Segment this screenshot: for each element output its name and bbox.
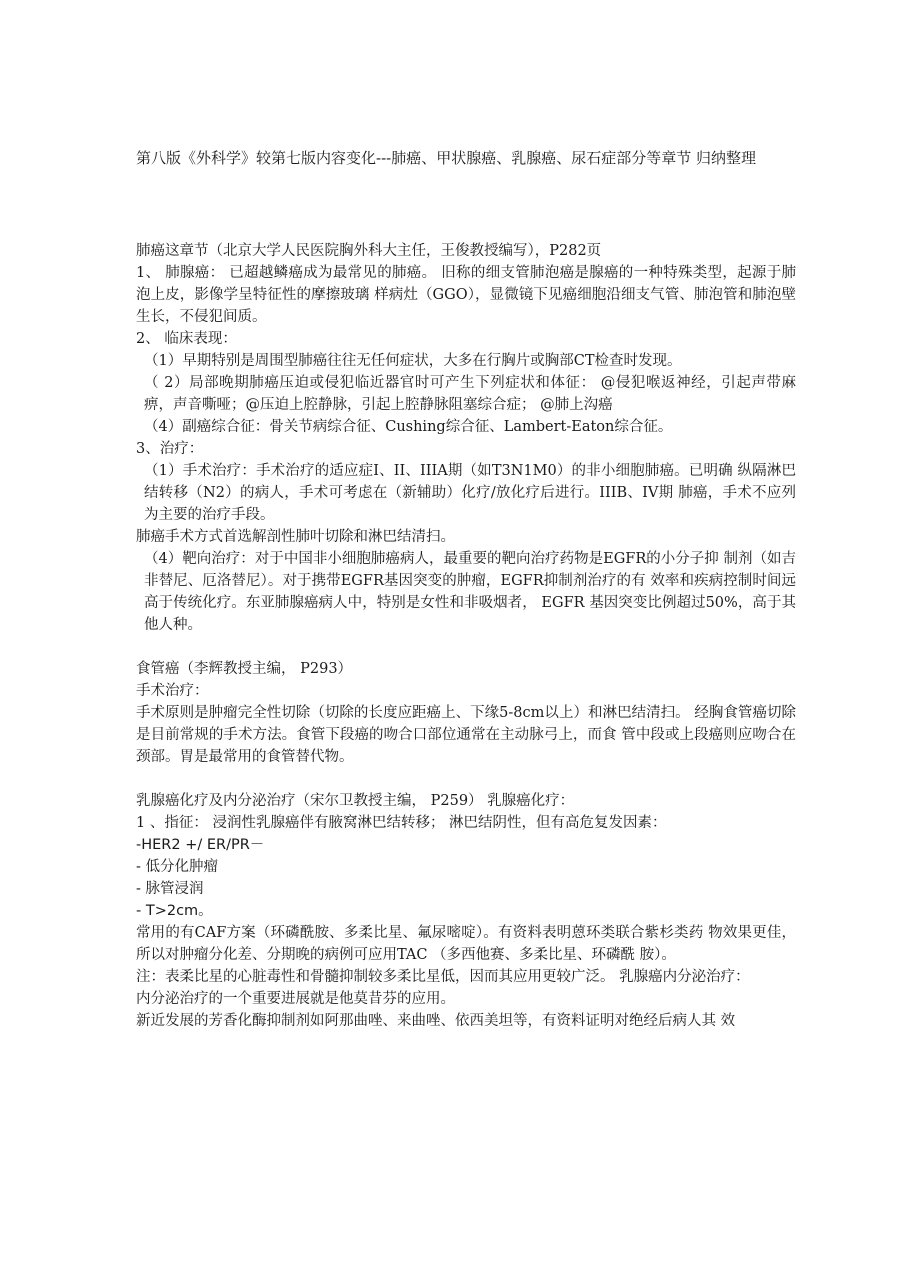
lung-cancer-heading: 肺癌这章节（北京大学人民医院胸外科大主任，王俊教授编写），P282页: [136, 243, 602, 259]
surgery-paragraph: （1）手术治疗：手术治疗的适应症I、II、IIIA期（如T3N1M0）的非小细胞肺癌。已明确 纵隔淋巴结转移（N2）的病人，手术可考虑在（新辅助）化疗/放化疗后进行。IIIB、IV期 肺癌，手术不应列为主要的治疗手段。: [144, 463, 796, 523]
aromatase-paragraph: 新近发展的芳香化酶抑制剂如阿那曲唑、来曲唑、依西美坦等，有资料证明对绝经后病人其 效: [136, 1013, 736, 1029]
tamoxifen-paragraph: 内分泌治疗的一个重要进展就是他莫昔芬的应用。: [136, 991, 455, 1007]
early-symptoms-paragraph: （1）早期特别是周围型肺癌往往无任何症状，大多在行胸片或胸部CT检查时发现。: [144, 353, 682, 369]
esophageal-cancer-heading: 食管癌（李辉教授主编， P293）: [136, 661, 353, 677]
adenocarcinoma-paragraph: 1、 肺腺癌： 已超越鳞癌成为最常见的肺癌。 旧称的细支管肺泡癌是腺癌的一种特殊类型，起源于肺泡上皮，影像学呈特征性的摩擦玻璃 样病灶（GGO），显微镜下见癌细胞沿细支气管、肺泡管和肺泡壁生长，不侵犯间质。: [136, 265, 796, 325]
targeted-therapy-paragraph: （4）靶向治疗：对于中国非小细胞肺癌病人，最重要的靶向治疗药物是EGFR的小分子抑 制剂（如吉非替尼、厄洛替尼）。对于携带EGFR基因突变的肿瘤，EGFR抑制剂治疗的有 效率和疾病控制时间远高于传统化疗。东亚肺腺癌病人中，特别是女性和非吸烟者， EGFR 基因突变比例超过50%，高于其他人种。: [144, 551, 796, 633]
esophageal-surgery-heading: 手术治疗：: [136, 683, 209, 699]
breast-cancer-heading: 乳腺癌化疗及内分泌治疗（宋尔卫教授主编， P259） 乳腺癌化疗：: [136, 793, 575, 809]
document-title: 第八版《外科学》较第七版内容变化---肺癌、甲状腺癌、乳腺癌、尿石症部分等章节 归纳整理: [136, 149, 756, 167]
spacer: [136, 768, 796, 790]
vascular-invasion-item: - 脉管浸润: [136, 881, 204, 897]
esophageal-surgery-paragraph: 手术原则是肿瘤完全性切除（切除的长度应距癌上、下缘5-8cm以上）和淋巴结清扫。 经胸食管癌切除是目前常规的手术方法。食管下段癌的吻合口部位通常在主动脉弓上，而食 管中段或上段癌则应吻合在颈部。胃是最常用的食管替代物。: [136, 705, 796, 765]
clinical-manifestation-heading: 2、 临床表现：: [136, 331, 237, 347]
local-advanced-paragraph: （ 2）局部晚期肺癌压迫或侵犯临近器官时可产生下列症状和体征： @侵犯喉返神经，引起声带麻痹，声音嘶哑；@压迫上腔静脉，引起上腔静脉阻塞综合症； @肺上沟癌: [144, 375, 796, 413]
surgery-method-paragraph: 肺癌手术方式首选解剖性肺叶切除和淋巴结清扫。: [136, 529, 455, 545]
document-body: [136, 240, 796, 1032]
note-paragraph: 注：表柔比星的心脏毒性和骨髓抑制较多柔比星低，因而其应用更较广泛。 乳腺癌内分泌治疗：: [136, 969, 750, 985]
treatment-heading: 3、治疗：: [136, 441, 204, 457]
indication-paragraph: 1 、指征： 浸润性乳腺癌伴有腋窝淋巴结转移； 淋巴结阴性，但有高危复发因素：: [136, 815, 667, 831]
her2-item: -HER2 +/ ER/PR－: [136, 837, 265, 853]
tumor-size-item: - T>2cm。: [136, 903, 213, 919]
spacer: [136, 636, 796, 658]
low-differentiation-item: - 低分化肿瘤: [136, 859, 219, 875]
caf-regimen-paragraph: 常用的有CAF方案（环磷酰胺、多柔比星、氟尿嘧啶）。有资料表明蒽环类联合紫杉类药 物效果更佳，所以对肿瘤分化差、分期晚的病例可应用TAC （多西他赛、多柔比星、环磷酰 胺）。: [136, 925, 796, 963]
paraneoplastic-paragraph: （4）副癌综合征：骨关节病综合征、Cushing综合征、Lambert-Eaton综合征。: [144, 419, 673, 435]
